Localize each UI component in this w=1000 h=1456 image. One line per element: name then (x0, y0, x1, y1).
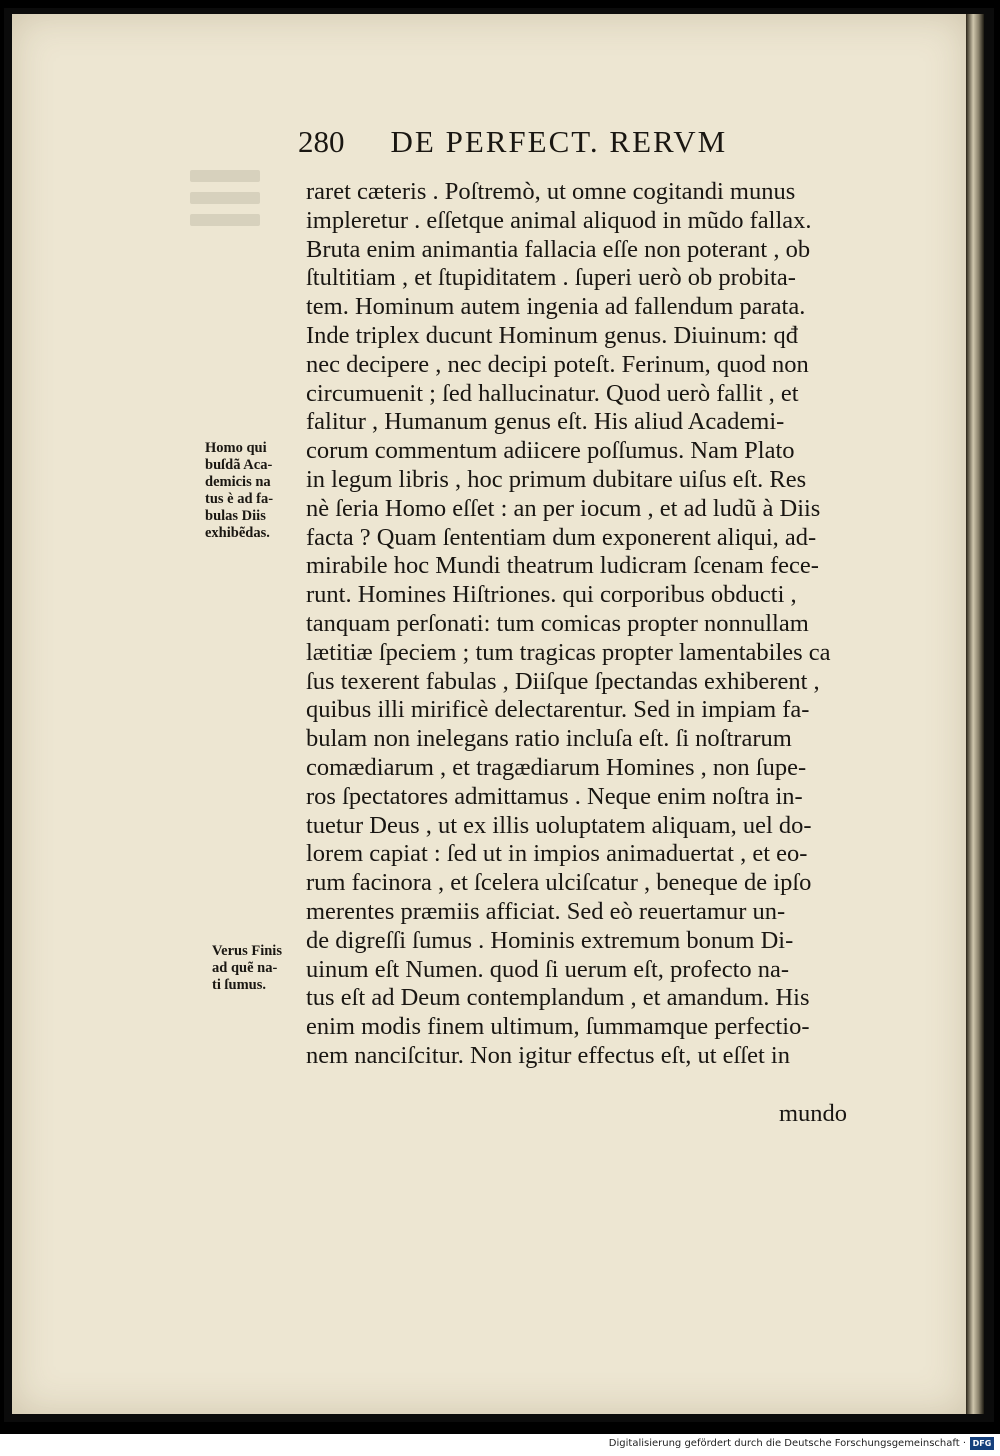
marginal-note-line: buſdã Aca- (205, 457, 273, 473)
marginal-note-line: ad quẽ na- (212, 960, 278, 976)
marginal-note-line: tus è ad fa- (205, 491, 274, 507)
text-line: nem nanciſcitur. Non igitur effectus eſt, ut eſſet in (306, 1041, 790, 1069)
text-line: tem. Hominum autem ingenia ad fallendum parata. (306, 293, 806, 321)
text-line: rum facinora , et ſcelera ulciſcatur , beneque de ipſo (306, 869, 812, 897)
text-line: lorem capiat : ſed ut in impios animaduertat , et eo- (306, 840, 808, 868)
marginal-note (212, 943, 312, 994)
body-text (306, 178, 900, 1071)
text-line: tus eſt ad Deum contemplandum , et amandum. His (306, 984, 810, 1012)
marginal-note-line: Verus Finis (212, 943, 282, 959)
marginal-note-line: ti ſumus. (212, 977, 266, 993)
text-line: merentes præmiis afficiat. Sed eò reuertamur un- (306, 897, 786, 925)
running-title: DE PERFECT. RERVM (390, 124, 728, 159)
text-line: nè ſeria Homo eſſet : an per iocum , et ad ludũ à Diis (306, 494, 821, 522)
text-line: mirabile hoc Mundi theatrum ludicram ſcenam fece- (306, 552, 819, 580)
text-line: ros ſpectatores admittamus . Neque enim noſtra in- (306, 782, 803, 810)
text-line: impleretur . eſſetque animal aliquod in mũdo fallax. (306, 206, 812, 234)
running-head (298, 124, 858, 168)
text-line: Bruta enim animantia fallacia eſſe non poterant , ob (306, 235, 811, 263)
marginal-note-line: Homo qui (205, 440, 267, 456)
text-line: corum commentum adiicere poſſumus. Nam Plato (306, 437, 795, 465)
text-line: uinum eſt Numen. quod ſi uerum eſt, profecto na- (306, 955, 790, 983)
text-line: raret cæteris . Poſtremò, ut omne cogitandi munus (306, 178, 796, 205)
text-line: circumuenit ; ſed hallucinatur. Quod uerò fallit , et (306, 379, 799, 407)
page-binding-edge (966, 14, 984, 1414)
page-number: 280 (298, 124, 345, 159)
text-line: ſtultitiam , et ſtupiditatem . ſuperi uerò ob probita- (306, 264, 796, 292)
text-line: comædiarum , et tragædiarum Homines , non ſupe- (306, 753, 807, 781)
text-line: facta ? Quam ſententiam dum exponerent aliqui, ad- (306, 523, 817, 551)
text-line: falitur , Humanum genus eſt. His aliud Academi- (306, 408, 785, 436)
bleed-through-shadow (190, 170, 260, 280)
catchword: mundo (779, 1100, 848, 1127)
text-line: enim modis finem ultimum, ſummamque perfectio- (306, 1013, 810, 1041)
text-line: runt. Homines Hiſtriones. qui corporibus obducti , (306, 581, 797, 609)
text-line: quibus illi mirificè delectarentur. Sed in impiam fa- (306, 696, 810, 724)
marginal-note-line: exhibẽdas. (205, 525, 270, 541)
marginal-note (205, 440, 305, 542)
text-line: tanquam perſonati: tum comicas propter nonnullam (306, 609, 809, 637)
text-line: Inde triplex ducunt Hominum genus. Diuinum: qđ (306, 321, 798, 349)
dfg-logo-icon: DFG (970, 1437, 994, 1450)
marginal-note-line: bulas Diis (205, 508, 266, 524)
marginal-note-line: demicis na (205, 474, 271, 490)
digitization-credit: Digitalisierung gefördert durch die Deutsche Forschungsgemeinschaft · (608, 1438, 966, 1449)
text-line: nec decipere , nec decipi poteſt. Ferinum, quod non (306, 350, 809, 378)
text-line: de digreſſi ſumus . Hominis extremum bonum Di- (306, 926, 794, 954)
text-line: bulam non inelegans ratio incluſa eſt. ſi noſtrarum (306, 725, 792, 753)
text-line: in legum libris , hoc primum dubitare uiſus eſt. Res (306, 465, 807, 493)
text-line: tuetur Deus , ut ex illis uoluptatem aliquam, uel do- (306, 811, 812, 839)
text-line: lætitiæ ſpeciem ; tum tragicas propter lamentabiles ca (306, 638, 831, 666)
text-line: ſus texerent fabulas , Diiſque ſpectandas exhiberent , (306, 667, 820, 695)
